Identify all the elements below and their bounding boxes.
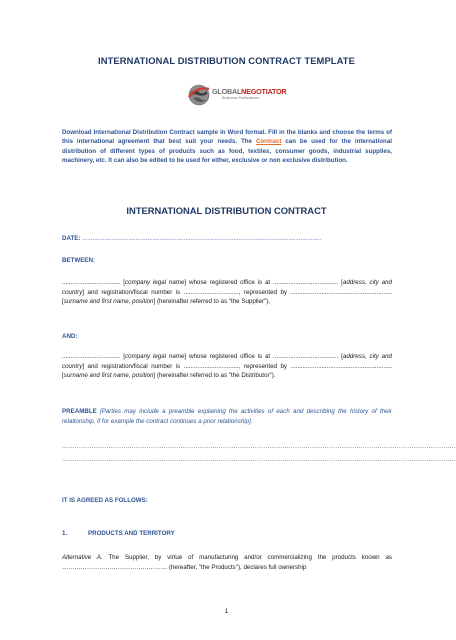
between-label: BETWEEN:: [62, 257, 95, 264]
preamble-paragraph: PREAMBLE [Parties may include a preamble explaining the activities of each and describing the history of their relationship, if for example the contract continues a prior relationship].: [62, 408, 392, 425]
and-label: AND:: [62, 333, 78, 340]
global-negotiator-logo: [187, 83, 287, 109]
logo-name: GLOBALNEGOTIATOR: [212, 87, 287, 96]
date-line: DATE: ...........................................................................................................................................: [62, 235, 322, 242]
preamble-blank-line-2: ..........................................................................................................................................................................................: [62, 456, 456, 463]
logo-tagline: Business Publications: [222, 96, 259, 100]
page-number: 1: [224, 608, 229, 615]
intro-paragraph: Download International Distribution Contract sample in Word format. Fill in the blanks and choose the terms of this international agreement that best suit your needs. The Contract can be used for the international distribution of different types of products such as food, textiles, consumer goods, industrial supplies, machinery, etc. It can also be edited to be used for either, exclusive or non exclusive distribution.: [62, 129, 392, 165]
globe-icon: [187, 83, 211, 107]
supplier-paragraph: .................................. [company legal name] whose registered office is at ...................................... [address, city and country] and registration/fiscal number is ................................, represented by ........................................................... [surname and first name, position] (hereinafter referred to as "the Supplier"),: [62, 279, 392, 306]
agreed-heading: IT IS AGREED AS FOLLOWS:: [62, 497, 148, 504]
contract-title: INTERNATIONAL DISTRIBUTION CONTRACT: [126, 205, 327, 216]
section-1-heading: 1. PRODUCTS AND TERRITORY: [62, 530, 175, 537]
contract-link[interactable]: Contract: [255, 138, 282, 146]
distributor-paragraph: .................................. [company legal name] whose registered office is at ...................................... [address, city and country] and registration/fiscal number is ................................, represented by ........................................................... [surname and first name, position] (hereinafter referred to as "the Distributor").: [62, 353, 392, 380]
preamble-blank-line-1: ..........................................................................................................................................................................................: [62, 443, 456, 450]
document-title: INTERNATIONAL DISTRIBUTION CONTRACT TEMPLATE: [98, 55, 355, 66]
section-1-alternative-a: Alternative A. The Supplier, by virtue of manufacturing and/or commercializing the products known as …………………………………………… (hereafter, "the Products"), declares full ownership: [62, 554, 392, 571]
